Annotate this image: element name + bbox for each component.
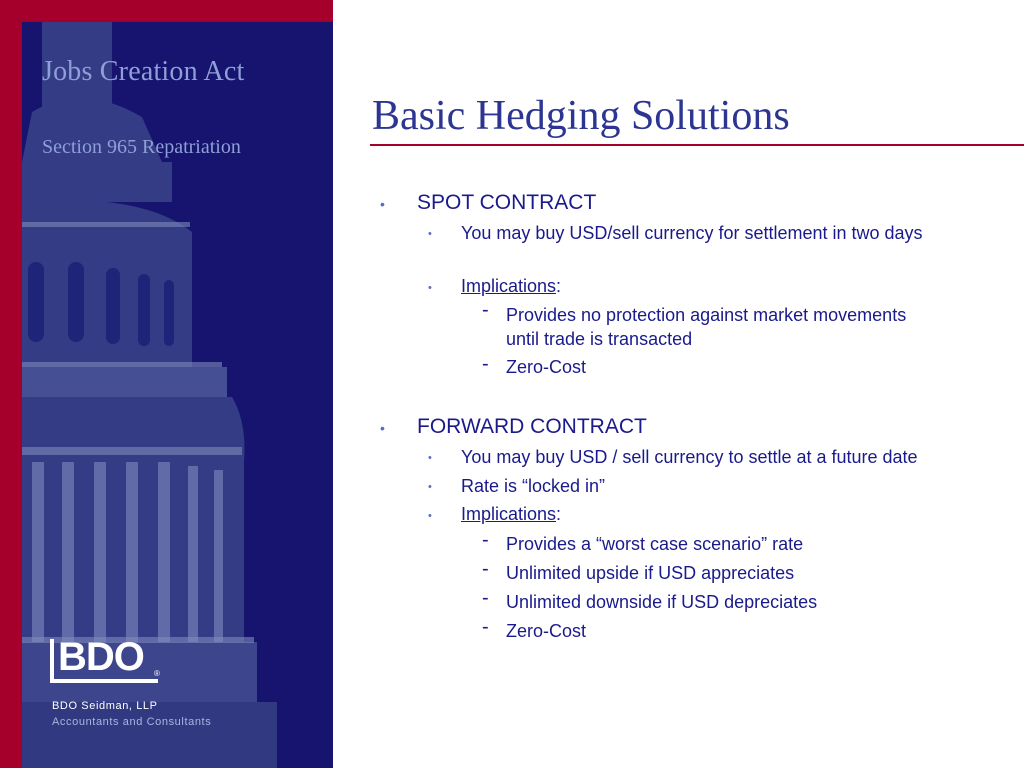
forward-implication-4: Zero-Cost (506, 621, 587, 641)
forward-point-2: Rate is “locked in” (461, 476, 606, 496)
firm-tagline: Accountants and Consultants (52, 716, 212, 728)
spot-implication-1-line1: Provides no protection against market movements (506, 305, 907, 325)
sub-bullet-icon: • (428, 481, 432, 493)
spot-implications-colon: : (556, 276, 562, 296)
bullet-icon: • (380, 420, 385, 436)
forward-implications-colon: : (556, 504, 562, 524)
dash-icon: - (482, 353, 489, 375)
spot-implication-1-line2: until trade is transacted (506, 329, 693, 349)
firm-name: BDO Seidman, LLP (52, 700, 158, 712)
sub-bullet-icon: • (428, 228, 432, 240)
logo-text: BDO (58, 635, 144, 679)
spot-contract-heading: SPOT CONTRACT (417, 191, 597, 214)
forward-contract-heading: FORWARD CONTRACT (417, 415, 647, 438)
dash-icon: - (482, 558, 489, 580)
sub-bullet-icon: • (428, 452, 432, 464)
logo-registered-mark: ® (154, 669, 160, 678)
dash-icon: - (482, 529, 489, 551)
forward-implications-label: Implications (461, 504, 557, 524)
dash-icon: - (482, 299, 489, 321)
forward-implications (461, 504, 561, 525)
slide-title: Basic Hedging Solutions (372, 93, 790, 139)
sidebar-subtitle: Section 965 Repatriation (42, 136, 241, 158)
spot-implications-label: Implications (461, 276, 557, 296)
dash-icon: - (482, 587, 489, 609)
bullet-icon: • (380, 196, 385, 212)
sub-bullet-icon: • (428, 282, 432, 294)
sub-bullet-icon: • (428, 510, 432, 522)
forward-implication-2: Unlimited upside if USD appreciates (506, 563, 795, 583)
forward-point-1: You may buy USD / sell currency to settle at a future date (461, 447, 918, 467)
spot-implication-2: Zero-Cost (506, 357, 587, 377)
spot-implications (461, 276, 561, 297)
sidebar-title: Jobs Creation Act (42, 56, 245, 87)
forward-implication-3: Unlimited downside if USD depreciates (506, 592, 818, 612)
spot-implication-1 (506, 303, 976, 351)
spot-point-1: You may buy USD/sell currency for settlement in two days (461, 223, 923, 243)
forward-implication-1: Provides a “worst case scenario” rate (506, 534, 804, 554)
dash-icon: - (482, 616, 489, 638)
